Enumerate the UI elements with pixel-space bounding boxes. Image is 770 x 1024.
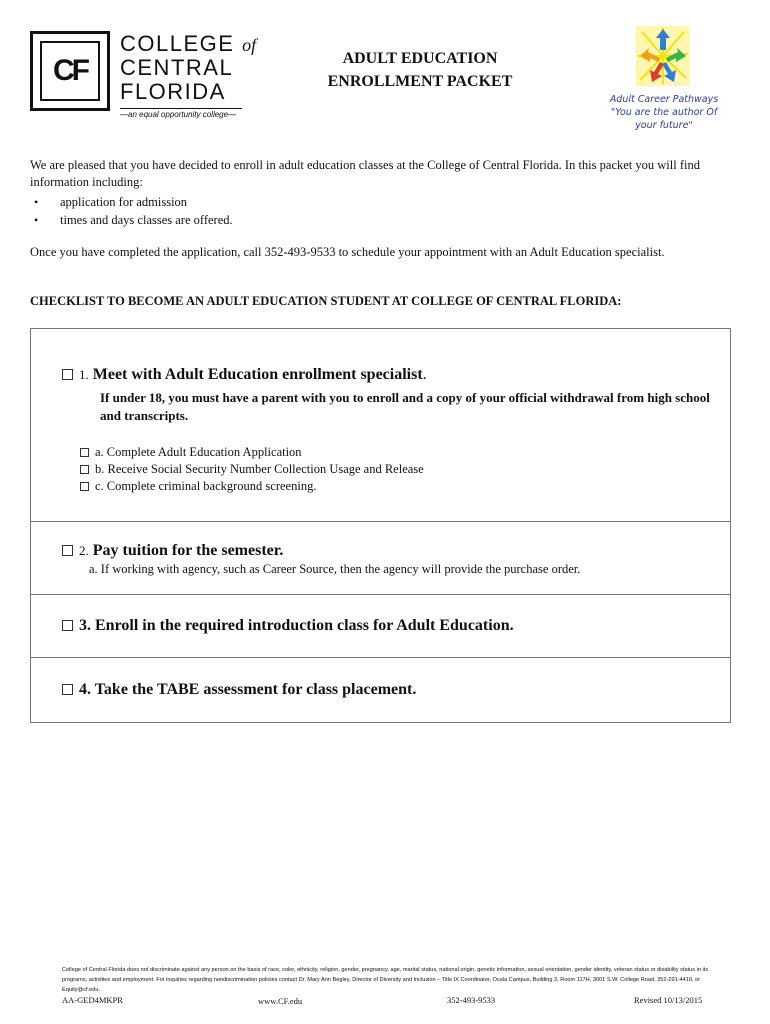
checklist-step-2 — [62, 542, 283, 560]
checkbox[interactable] — [80, 465, 89, 474]
checklist-step-4 — [62, 681, 416, 699]
section-divider — [30, 521, 731, 522]
checkbox[interactable] — [80, 448, 89, 457]
pathways-line-1: Adult Career Pathways — [609, 94, 719, 105]
form-code: AA-GED4MKPR — [62, 995, 123, 1005]
title-line-2: ENROLLMENT PACKET — [327, 73, 513, 90]
checklist-step-1 — [62, 366, 427, 384]
footer-phone: 352-493-9533 — [447, 995, 496, 1005]
call-instructions: Once you have completed the application, call 352-493-9533 to schedule your appointment with an Adult Education specialist. — [30, 245, 665, 259]
intro-paragraph: We are pleased that you have decided to enroll in adult education classes at the College of Central Florida. In this packet you will find information including: — [30, 158, 700, 189]
checkbox[interactable] — [62, 620, 73, 631]
bullet-item — [30, 211, 233, 229]
subitem-text: c. Complete criminal background screening. — [95, 479, 317, 493]
checkbox[interactable] — [62, 369, 73, 380]
central-word: CENTRAL — [120, 55, 234, 80]
revision-date: Revised 10/13/2015 — [634, 995, 703, 1005]
subitem-ssn — [80, 461, 424, 478]
checklist-step-3 — [62, 617, 514, 635]
nondiscrimination-notice: College of Central Florida does not discriminate against any person on the basis of race, color, ethnicity, religion, gender, pregnancy, age, marital status, national origin, genetic information, sexual orientation, gender identity, veteran status or disability status in its programs, activities and employment. For inquiries regarding nondiscrimination policies contact Dr. Mary Ann Begley, Director of Diversity and Inclusion – Title IX Coordinator, Ocala Campus, Building 3, Room 117H, 3001 S.W. College Road, 352-291-4410, or Equity@cf.edu. — [62, 967, 709, 993]
step-number: 2. — [79, 543, 89, 558]
step-period: . — [422, 366, 427, 383]
section-divider — [30, 657, 731, 658]
logo-rule — [120, 108, 242, 109]
under-18-note: If under 18, you must have a parent with you to enroll and a copy of your official withdrawal from high school and transcripts. — [100, 390, 710, 423]
step-label: 3. Enroll in the required introduction class for Adult Education. — [79, 617, 514, 634]
florida-word: FLORIDA — [120, 79, 226, 104]
step-label: 4. Take the TABE assessment for class placement. — [79, 681, 417, 698]
bullet-text: application for admission — [60, 195, 188, 209]
section-divider — [30, 594, 731, 595]
bullet-item — [30, 193, 233, 211]
step-label: Pay tuition for the semester. — [92, 542, 284, 559]
step-number: 1. — [79, 367, 89, 382]
pathways-line-3: your future" — [635, 120, 693, 131]
pathways-line-2: "You are the author Of — [610, 107, 718, 118]
checkbox[interactable] — [80, 482, 89, 491]
bullet-text: times and days classes are offered. — [60, 213, 233, 227]
career-pathways-logo — [636, 26, 690, 86]
college-word: COLLEGE — [120, 31, 235, 56]
checklist-panel — [30, 328, 731, 723]
step-1-subitems — [80, 444, 424, 495]
cf-monogram: CF — [40, 41, 100, 101]
title-line-1: ADULT EDUCATION — [342, 50, 498, 67]
logo-tagline: —an equal opportunity college— — [120, 110, 237, 119]
website-link[interactable]: www.CF.edu — [258, 996, 303, 1006]
step-label: Meet with Adult Education enrollment specialist — [92, 366, 423, 383]
bullet-icon: • — [34, 213, 39, 227]
intro-bullet-list — [30, 193, 233, 229]
of-word: of — [242, 35, 257, 55]
document-title — [300, 47, 540, 93]
subitem-text: a. Complete Adult Education Application — [95, 445, 302, 459]
career-pathways-text — [585, 93, 743, 132]
step-2-subitem: a. If working with agency, such as Career Source, then the agency will provide the purchase order. — [89, 562, 581, 576]
college-name — [120, 33, 256, 105]
cf-logo — [30, 31, 110, 111]
subitem-application — [80, 444, 424, 461]
checkbox[interactable] — [62, 545, 73, 556]
bullet-icon: • — [34, 195, 39, 209]
subitem-text: b. Receive Social Security Number Collection Usage and Release — [95, 462, 424, 476]
checklist-heading: CHECKLIST TO BECOME AN ADULT EDUCATION STUDENT AT COLLEGE OF CENTRAL FLORIDA: — [30, 294, 622, 308]
subitem-background — [80, 478, 424, 495]
checkbox[interactable] — [62, 684, 73, 695]
